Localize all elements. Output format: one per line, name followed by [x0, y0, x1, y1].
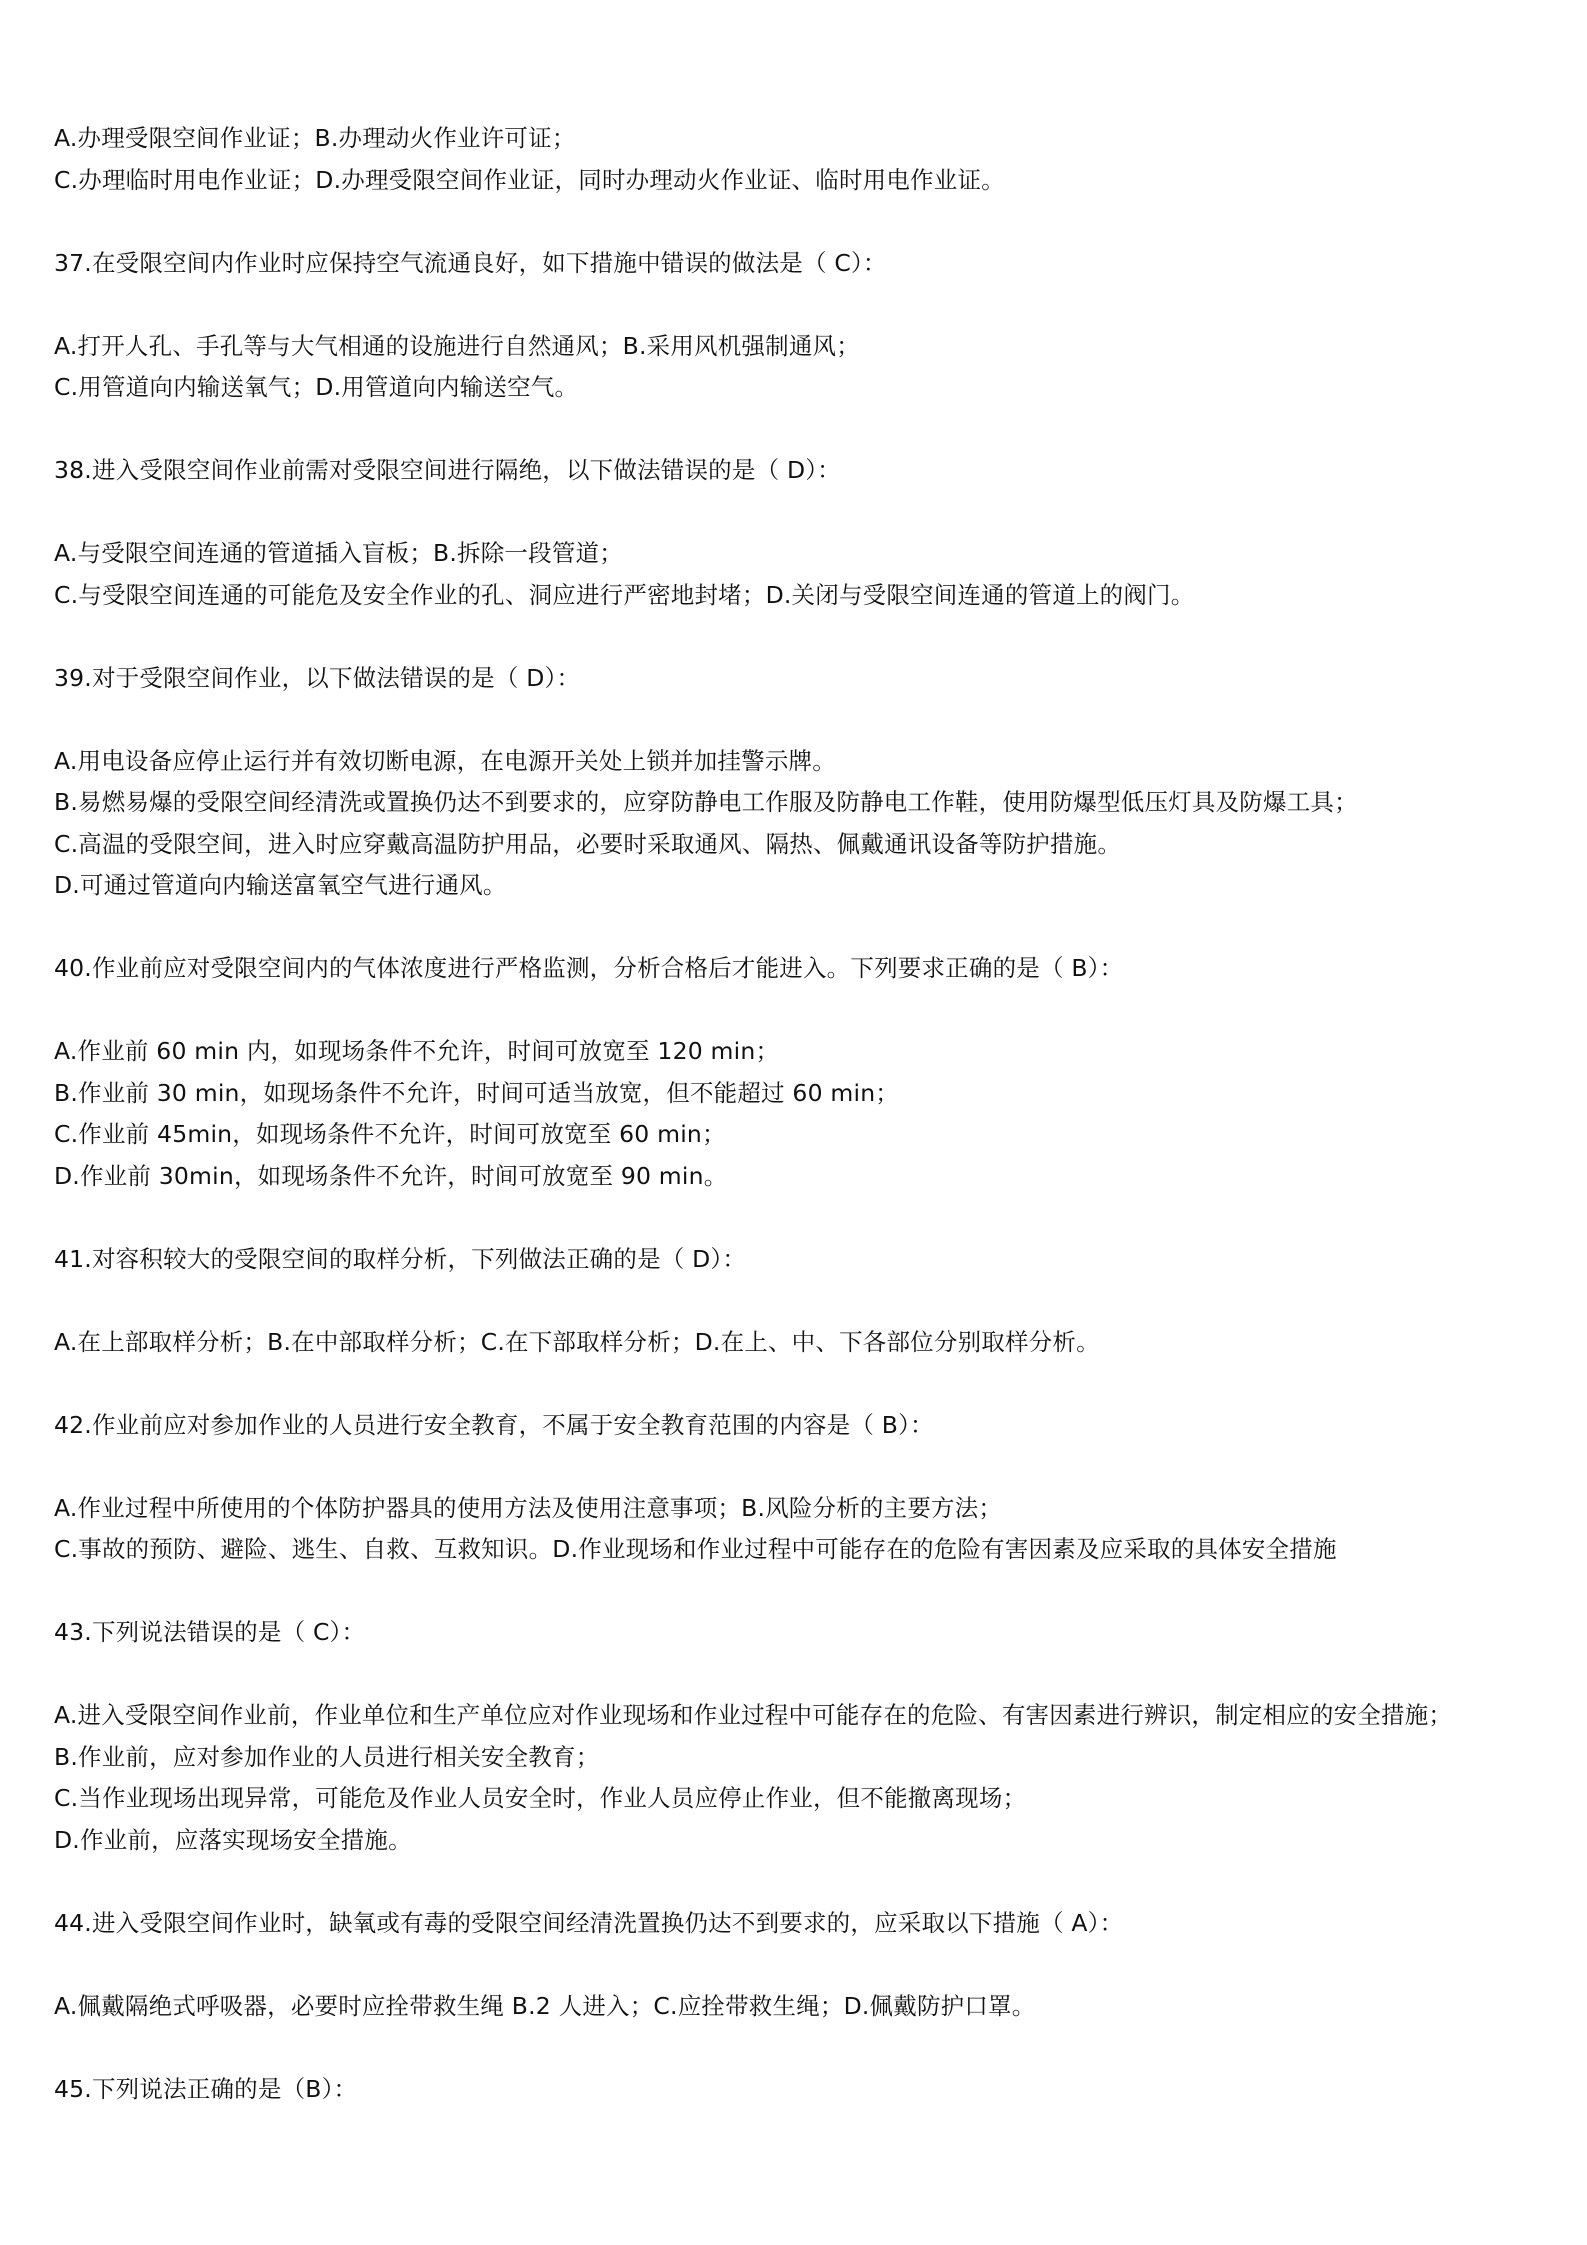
spacer — [54, 2027, 1554, 2069]
q45-question: 45.下列说法正确的是（B）： — [54, 2074, 358, 2103]
q39-option-d: D.可通过管道向内输送富氧空气进行通风。 — [54, 871, 507, 899]
spacer — [54, 492, 1554, 534]
spacer — [54, 1861, 1554, 1903]
q44-question: 44.进入受限空间作业时，缺氧或有毒的受限空间经清洗置换仍达不到要求的，应采取以下措施（ A）： — [54, 1908, 1124, 1937]
q42-question: 42.作业前应对参加作业的人员进行安全教育，不属于安全教育范围的内容是（ B）： — [54, 1410, 934, 1439]
q41-question: 41.对容积较大的受限空间的取样分析，下列做法正确的是（ D）： — [54, 1244, 747, 1273]
q40-option-b: B.作业前 30 min，如现场条件不允许，时间可适当放宽，但不能超过 60 min； — [54, 1078, 900, 1107]
q40-option-c: C.作业前 45min，如现场条件不允许，时间可放宽至 60 min； — [54, 1120, 726, 1148]
q43-question: 43.下列说法错误的是（ C）： — [54, 1618, 366, 1646]
spacer — [54, 990, 1554, 1032]
q39-option-b: B.易燃易爆的受限空间经清洗或置换仍达不到要求的，应穿防静电工作服及防静电工作鞋，使用防爆型低压灯具及防爆工具； — [54, 788, 1358, 816]
q38-option-line-1: A.与受限空间连通的管道插入盲板；B.拆除一段管道； — [54, 539, 623, 567]
spacer — [54, 1654, 1554, 1696]
q43-option-d: D.作业前，应落实现场安全措施。 — [54, 1825, 412, 1854]
q43-option-b: B.作业前，应对参加作业的人员进行相关安全教育； — [54, 1742, 600, 1771]
q38-question: 38.进入受限空间作业前需对受限空间进行隔绝，以下做法错误的是（ D）： — [54, 456, 841, 484]
spacer — [54, 1280, 1554, 1322]
document-page — [54, 118, 1554, 2110]
q43-option-c: C.当作业现场出现异常，可能危及作业人员安全时，作业人员应停止作业，但不能撤离现场； — [54, 1784, 1027, 1812]
q38-option-line-2: C.与受限空间连通的可能危及安全作业的孔、洞应进行严密地封堵；D.关闭与受限空间连通的管道上的阀门。 — [54, 580, 1195, 609]
spacer — [54, 1197, 1554, 1239]
spacer — [54, 616, 1554, 658]
q41-option-line-1: A.在上部取样分析；B.在中部取样分析；C.在下部取样分析；D.在上、中、下各部位分别取样分析。 — [54, 1327, 1100, 1356]
spacer — [54, 1571, 1554, 1613]
q37-option-line-1: A.打开人孔、手孔等与大气相通的设施进行自然通风；B.采用风机强制通风； — [54, 331, 860, 360]
spacer — [54, 284, 1554, 326]
q40-option-d: D.作业前 30min，如现场条件不允许，时间可放宽至 90 min。 — [54, 1161, 728, 1190]
spacer — [54, 699, 1554, 741]
q40-question: 40.作业前应对受限空间内的气体浓度进行严格监测，分析合格后才能进入。下列要求正确的是（ B）： — [54, 954, 1124, 982]
q36-option-line-2: C.办理临时用电作业证；D.办理受限空间作业证，同时办理动火作业证、临时用电作业证。 — [54, 165, 1005, 194]
q44-option-line-1: A.佩戴隔绝式呼吸器，必要时应拴带救生绳 B.2 人进入；C.应拴带救生绳；D.佩戴防护口罩。 — [54, 1991, 1036, 2020]
q40-option-a: A.作业前 60 min 内，如现场条件不允许，时间可放宽至 120 min； — [54, 1037, 780, 1065]
q39-option-c: C.高温的受限空间，进入时应穿戴高温防护用品，必要时采取通风、隔热、佩戴通讯设备等防护措施。 — [54, 829, 1122, 858]
spacer — [54, 1363, 1554, 1405]
spacer — [54, 1944, 1554, 1986]
q42-option-line-2: C.事故的预防、避险、逃生、自救、互救知识。D.作业现场和作业过程中可能存在的危险有害因素及应采取的具体安全措施 — [54, 1535, 1337, 1563]
spacer — [54, 907, 1554, 949]
q36-option-line-1: A.办理受限空间作业证；B.办理动火作业许可证； — [54, 124, 576, 152]
q39-question: 39.对于受限空间作业，以下做法错误的是（ D）： — [54, 663, 581, 692]
spacer — [54, 1446, 1554, 1488]
q37-option-line-2: C.用管道向内输送氧气；D.用管道向内输送空气。 — [54, 373, 579, 401]
q37-question: 37.在受限空间内作业时应保持空气流通良好，如下措施中错误的做法是（ C）： — [54, 248, 887, 277]
q39-option-a: A.用电设备应停止运行并有效切断电源，在电源开关处上锁并加挂警示牌。 — [54, 746, 836, 775]
spacer — [54, 409, 1554, 451]
q43-option-a: A.进入受限空间作业前，作业单位和生产单位应对作业现场和作业过程中可能存在的危险、有害因素进行辨识，制定相应的安全措施； — [54, 1701, 1453, 1729]
spacer — [54, 201, 1554, 243]
q42-option-line-1: A.作业过程中所使用的个体防护器具的使用方法及使用注意事项；B.风险分析的主要方法； — [54, 1493, 1003, 1522]
